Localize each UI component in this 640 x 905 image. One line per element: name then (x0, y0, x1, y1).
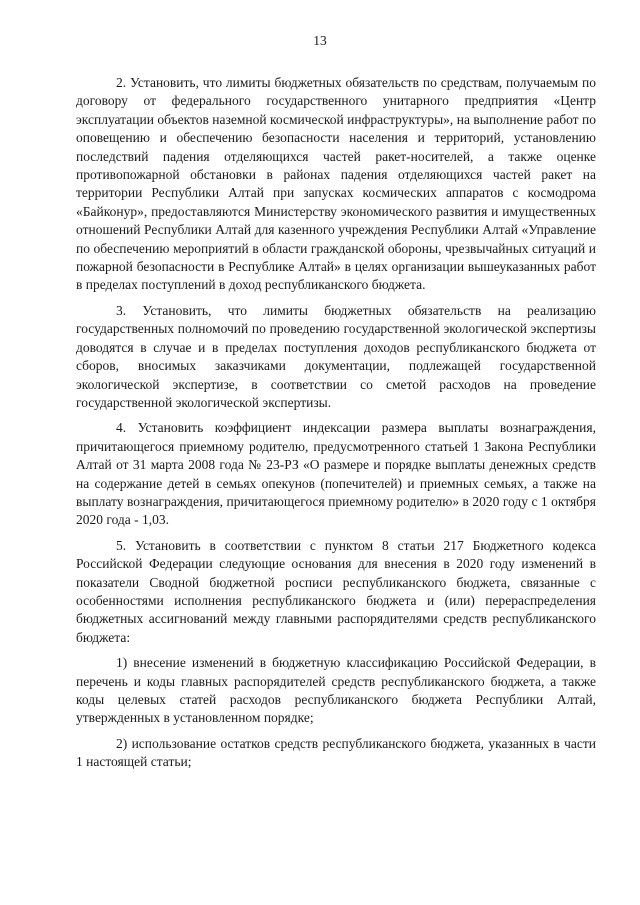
page-number: 13 (313, 33, 327, 48)
subparagraph-2: 2) использование остатков средств республиканского бюджета, указанных в части 1 настоящей статьи; (76, 735, 596, 770)
document-body (76, 74, 596, 779)
subparagraph-1: 1) внесение изменений в бюджетную классификацию Российской Федерации, в перечень и коды главных распорядителей средств республиканского бюджета, а также коды целевых статей расходов республиканского бюджета Республики Алтай, утвержденных в установленном порядке; (76, 655, 596, 726)
paragraph-item-5: 5. Установить в соответствии с пунктом 8 статьи 217 Бюджетного кодекса Российской Федерации следующие основания для внесения в 2020 году изменений в показатели Сводной бюджетной росписи республиканского бюджета, связанные с особенностями исполнения республиканского бюджета и (или) перераспределения бюджетных ассигнований между главными распорядителями средств республиканского бюджета: (76, 537, 596, 645)
paragraph-item-2: 2. Установить, что лимиты бюджетных обязательств по средствам, получаемым по договору от федерального государственного унитарного предприятия «Центр эксплуатации объектов наземной космической инфраструктуры», на выполнение работ по оповещению и обеспечению безопасности населения и территорий, установлению последствий падения отделяющихся частей ракет-носителей, а также оценке противопожарной обстановки в районах падения отделяющихся частей ракет на территории Республики Алтай при запусках космических аппаратов с космодрома «Байконур», предоставляются Министерству экономического развития и имущественных отношений Республики Алтай для казенного учреждения Республики Алтай «Управление по обеспечению мероприятий в области гражданской обороны, чрезвычайных ситуаций и пожарной безопасности в Республике Алтай» в целях организации вышеуказанных работ в пределах поступлений в доход республиканского бюджета. (76, 75, 596, 293)
paragraph-item-3: 3. Установить, что лимиты бюджетных обязательств на реализацию государственных полномочий по проведению государственной экологической экспертизы доводятся в случае и в пределах поступления доходов республиканского бюджета от сборов, вносимых заказчиками документации, подлежащей государственной экологической экспертизе, в соответствии со сметой расходов на проведение государственной экологической экспертизы. (76, 302, 596, 410)
paragraph-item-4: 4. Установить коэффициент индексации размера выплаты вознаграждения, причитающегося приемному родителю, предусмотренного статьей 1 Закона Республики Алтай от 31 марта 2008 года № 23-РЗ «О размере и порядке выплаты денежных средств на содержание детей в семьях опекунов (попечителей) и приемных семьях, а также на выплату вознаграждения, причитающегося приемному родителю» в 2020 году с 1 октября 2020 года - 1,03. (76, 420, 596, 528)
